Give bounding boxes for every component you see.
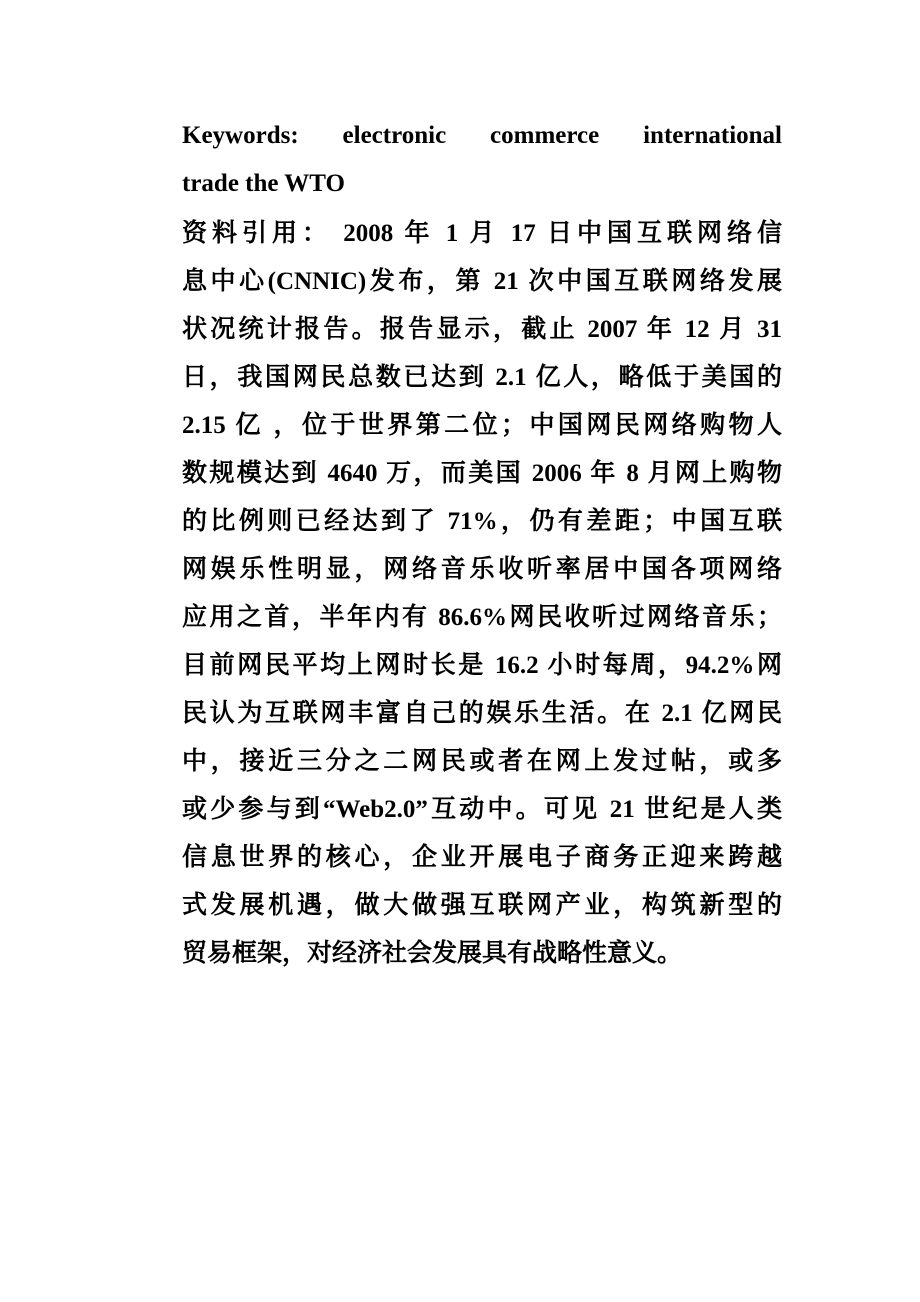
body-line-1: 资料引用： 2008 年 1 月 17 日中国互联网络信 xyxy=(182,220,782,247)
keywords-line-1: Keywords: electronic commerce international xyxy=(182,122,782,149)
body-line-7: 的比例则已经达到了 71%，仍有差距；中国互联 xyxy=(182,508,782,535)
body-line-11: 民认为互联网丰富自己的娱乐生活。在 2.1 亿网民 xyxy=(182,700,782,727)
body-line-12: 中，接近三分之二网民或者在网上发过帖，或多 xyxy=(182,748,782,775)
keywords-line-2: trade the WTO xyxy=(182,170,345,197)
body-line-5: 2.15 亿 ，位于世界第二位；中国网民网络购物人 xyxy=(182,412,782,439)
body-line-13: 或少参与到“Web2.0”互动中。可见 21 世纪是人类 xyxy=(182,796,782,823)
body-line-15: 式发展机遇，做大做强互联网产业，构筑新型的 xyxy=(182,892,782,919)
body-line-4: 日，我国网民总数已达到 2.1 亿人，略低于美国的 xyxy=(182,364,782,391)
body-line-3: 状况统计报告。报告显示，截止 2007 年 12 月 31 xyxy=(182,316,782,343)
body-line-14: 信息世界的核心，企业开展电子商务正迎来跨越 xyxy=(182,844,782,871)
body-line-16: 贸易框架，对经济社会发展具有战略性意义。 xyxy=(182,940,683,967)
body-line-2: 息中心(CNNIC)发布，第 21 次中国互联网络发展 xyxy=(182,268,782,295)
body-line-8: 网娱乐性明显，网络音乐收听率居中国各项网络 xyxy=(182,556,782,583)
body-line-10: 目前网民平均上网时长是 16.2 小时每周，94.2%网 xyxy=(182,652,782,679)
body-line-9: 应用之首，半年内有 86.6%网民收听过网络音乐； xyxy=(182,604,782,631)
body-line-6: 数规模达到 4640 万，而美国 2006 年 8 月网上购物 xyxy=(182,460,782,487)
